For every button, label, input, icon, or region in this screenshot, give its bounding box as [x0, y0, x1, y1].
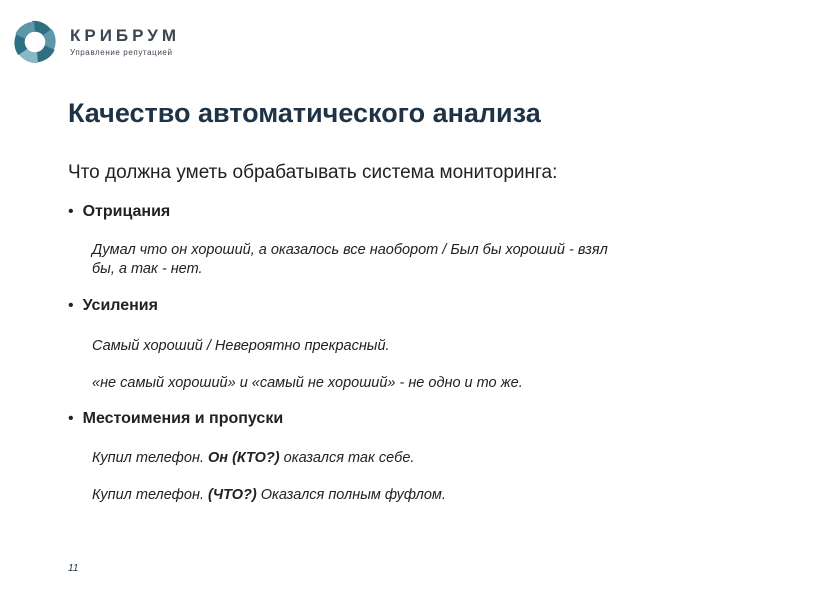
logo-tagline: Управление репутацией — [70, 48, 173, 57]
example-text: Купил телефон. — [92, 450, 208, 466]
example-intensifier-1: Самый хороший / Невероятно прекрасный. — [92, 338, 390, 354]
example-text: оказался так себе. — [279, 450, 415, 466]
example-pronoun-2 — [92, 486, 446, 505]
example-pronoun-1 — [92, 449, 414, 468]
bullet-heading: Усиления — [82, 297, 158, 314]
bullet-heading: Отрицания — [82, 203, 171, 220]
bullet-dot: • — [68, 297, 74, 314]
example-line: бы, а так - нет. — [92, 261, 203, 277]
example-intensifier-2: «не самый хороший» и «самый не хороший» - не одно и то же. — [92, 375, 523, 391]
kribrum-logo-icon — [12, 19, 58, 65]
logo-text — [70, 27, 180, 57]
logo-name: КРИБРУМ — [70, 26, 181, 45]
example-text: Оказался полным фуфлом. — [256, 487, 446, 503]
example-line: Думал что он хороший, а оказалось все наоборот / Был бы хороший - взял — [92, 242, 608, 258]
bullet-negations — [68, 203, 170, 221]
bullet-dot: • — [68, 410, 74, 427]
slide-title: Качество автоматического анализа — [68, 98, 541, 128]
bullet-dot: • — [68, 203, 74, 220]
example-text: Купил телефон. — [92, 487, 208, 503]
example-emphasis: (ЧТО?) — [208, 487, 257, 503]
bullet-intensifiers — [68, 297, 158, 315]
bullet-pronouns — [68, 410, 283, 428]
bullet-heading: Местоимения и пропуски — [82, 410, 284, 427]
example-emphasis: Он (КТО?) — [208, 450, 280, 466]
slide-subtitle: Что должна уметь обрабатывать система мониторинга: — [68, 162, 558, 183]
example-negation — [92, 241, 608, 279]
page-number: 11 — [68, 563, 79, 574]
logo — [12, 19, 180, 65]
